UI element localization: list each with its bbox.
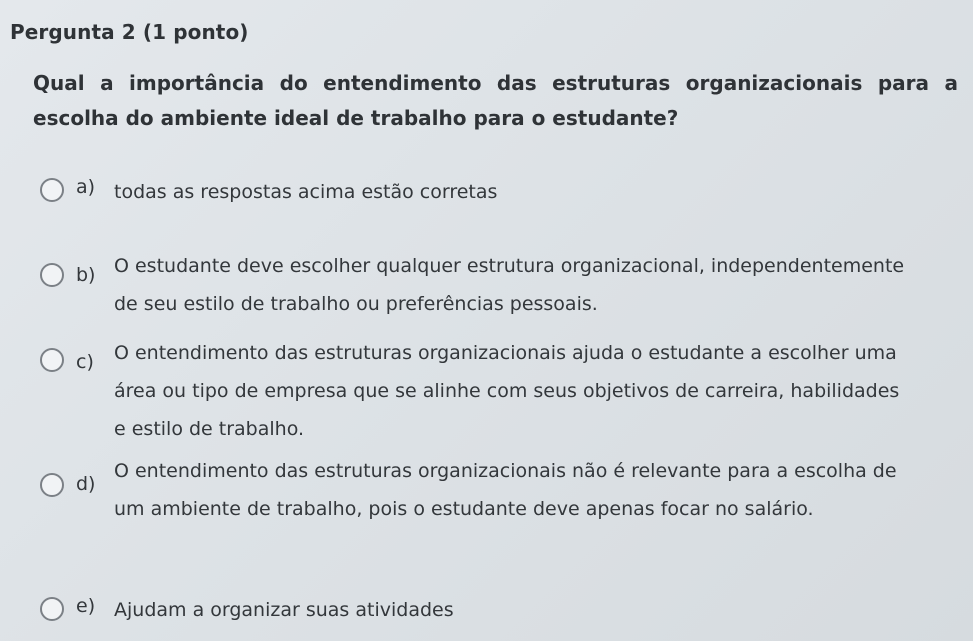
option-c-letter: c) [76,351,94,373]
question-text: Qual a importância do entendimento das estruturas organizacionais para a escolha do ambiente ideal de trabalho para o estudante? [33,71,958,130]
option-c-text[interactable]: O entendimento das estruturas organizacionais ajuda o estudante a escolher uma área ou tipo de empresa que se alinhe com seus objetivos de carreira, habilidades e estilo de trabalho. [114,342,900,440]
option-d-letter: d) [76,473,96,495]
option-b-letter: b) [76,264,96,286]
question-title: Pergunta 2 (1 ponto) [10,20,249,44]
radio-button-d[interactable] [40,473,64,497]
radio-button-b[interactable] [40,263,64,287]
option-e-text[interactable]: Ajudam a organizar suas atividades [114,599,454,621]
option-a-letter: a) [76,176,96,198]
option-b-text[interactable]: O estudante deve escolher qualquer estrutura organizacional, independentemente de seu estilo de trabalho ou preferências pessoais. [114,255,905,315]
option-a-text[interactable]: todas as respostas acima estão corretas [114,181,498,203]
radio-button-c[interactable] [40,348,64,372]
option-d-text[interactable]: O entendimento das estruturas organizacionais não é relevante para a escolha de um ambiente de trabalho, pois o estudante deve apenas focar no salário. [114,460,897,520]
option-e-letter: e) [76,595,96,617]
radio-button-e[interactable] [40,597,64,621]
radio-button-a[interactable] [40,178,64,202]
